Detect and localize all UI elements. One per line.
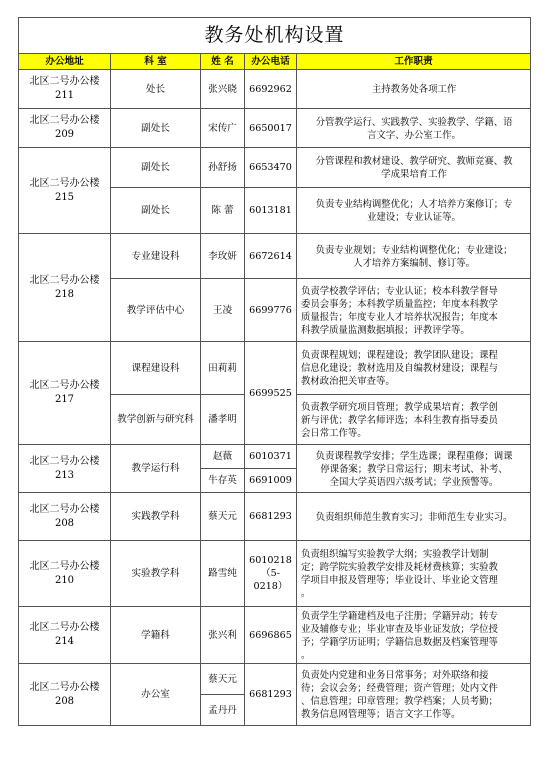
cell-phone: 6681293 <box>245 493 297 541</box>
cell-department: 专业建设科 <box>111 234 201 279</box>
cell-name: 蔡天元 <box>201 664 245 695</box>
cell-duties: 负责学生学籍建档及电子注册；学籍异动；转专 业及辅修专业；毕业审查及毕业证发放；学位授 予；学籍学历证明；学籍信息数据及档案管理等 。 <box>297 607 531 664</box>
cell-phone: 6653470 <box>245 148 297 188</box>
cell-duties: 负责教学研究项目管理；教学成果培育；教学创 新与评优；教学名师评选；本科生教育指导委员 会日常工作等。 <box>297 395 531 445</box>
cell-department: 教学运行科 <box>111 445 201 493</box>
cell-address: 北区二号办公楼 211 <box>19 70 111 109</box>
cell-duties: 负责组织编写实验教学大纲；实验教学计划制 定；跨学院实验教学安排及耗材费核算；实验教 学项目申报及管理等；毕业设计、毕业论文管理 。 <box>297 541 531 607</box>
cell-phone: 6691009 <box>245 469 297 493</box>
cell-department: 教学创新与研究科 <box>111 395 201 445</box>
cell-duties: 负责处内党建和业务日常事务；对外联络和接 待；会议会务；经费管理；资产管理；处内文件 、信息管理；印章管理；教学档案；人员考勤； 教务信息网管理等；语言文字工作等。 <box>297 664 531 726</box>
cell-address: 北区二号办公楼 217 <box>19 342 111 445</box>
table-row <box>19 342 531 395</box>
cell-duties: 负责专业规划；专业结构调整优化；专业建设； 人才培养方案编制、修订等。 <box>297 234 531 279</box>
cell-department: 副处长 <box>111 148 201 188</box>
table-row <box>19 493 531 541</box>
table-row <box>19 445 531 469</box>
cell-address: 北区二号办公楼 218 <box>19 234 111 342</box>
cell-address: 北区二号办公楼 213 <box>19 445 111 493</box>
table-row <box>19 541 531 607</box>
org-table-sheet <box>18 17 530 726</box>
table-row <box>19 109 531 148</box>
cell-name: 孙舒扬 <box>201 148 245 188</box>
cell-address: 北区二号办公楼 215 <box>19 148 111 234</box>
cell-address: 北区二号办公楼 208 <box>19 664 111 726</box>
cell-department: 教学评估中心 <box>111 279 201 342</box>
cell-phone: 6010218 （5- 0218） <box>245 541 297 607</box>
cell-department: 实验教学科 <box>111 541 201 607</box>
cell-name: 赵薇 <box>201 445 245 469</box>
cell-phone: 6010371 <box>245 445 297 469</box>
header-department: 科 室 <box>111 54 201 70</box>
header-address: 办公地址 <box>19 54 111 70</box>
cell-name: 田莉莉 <box>201 342 245 395</box>
cell-department: 处长 <box>111 70 201 109</box>
table-row <box>19 664 531 695</box>
cell-name: 宋传广 <box>201 109 245 148</box>
cell-name: 路雪纯 <box>201 541 245 607</box>
cell-name: 牛存英 <box>201 469 245 493</box>
cell-department: 课程建设科 <box>111 342 201 395</box>
cell-duties: 分管教学运行、实践教学、实验教学、学籍、语 言文字、办公室工作。 <box>297 109 531 148</box>
header-row <box>19 54 531 70</box>
header-name: 姓 名 <box>201 54 245 70</box>
cell-address: 北区二号办公楼 210 <box>19 541 111 607</box>
header-duties: 工作职责 <box>297 54 531 70</box>
cell-phone: 6692962 <box>245 70 297 109</box>
cell-duties: 负责课程教学安排；学生选课；课程重修；调课 停课备案；教学日常运行；期末考试、补考、 全国大学英语四六级考试；学业预警等。 <box>297 445 531 493</box>
cell-name: 陈 蕾 <box>201 188 245 234</box>
cell-duties: 负责课程规划；课程建设；教学团队建设；课程 信息化建设；教材选用及自编教材建设；课程与 教材政治把关审查等。 <box>297 342 531 395</box>
table-row <box>19 607 531 664</box>
table-row <box>19 234 531 279</box>
cell-duties: 负责组织师范生教育实习；非师范生专业实习。 <box>297 493 531 541</box>
cell-phone: 6699525 <box>245 342 297 445</box>
cell-phone: 6696865 <box>245 607 297 664</box>
cell-duties: 负责专业结构调整优化；人才培养方案修订；专 业建设；专业认证等。 <box>297 188 531 234</box>
cell-department: 办公室 <box>111 664 201 726</box>
cell-address: 北区二号办公楼 209 <box>19 109 111 148</box>
cell-name: 孟丹丹 <box>201 695 245 726</box>
cell-address: 北区二号办公楼 214 <box>19 607 111 664</box>
cell-duties: 负责学校教学评估；专业认证；校本科教学督导 委员会事务；本科教学质量监控；年度本科教学 质量报告；年度专业人才培养状况报告；年度本 科教学质量监测数据填报；评教评学等。 <box>297 279 531 342</box>
table-title: 教务处机构设置 <box>19 18 531 54</box>
cell-duties: 主持教务处各项工作 <box>297 70 531 109</box>
cell-phone: 6699776 <box>245 279 297 342</box>
cell-department: 副处长 <box>111 109 201 148</box>
cell-department: 学籍科 <box>111 607 201 664</box>
cell-name: 王凌 <box>201 279 245 342</box>
cell-duties: 分管课程和教材建设、教学研究、教师竞赛、教 学成果培育工作 <box>297 148 531 188</box>
table-row <box>19 70 531 109</box>
cell-name: 蔡天元 <box>201 493 245 541</box>
cell-phone: 6013181 <box>245 188 297 234</box>
cell-name: 李玫妍 <box>201 234 245 279</box>
header-phone: 办公电话 <box>245 54 297 70</box>
cell-phone: 6650017 <box>245 109 297 148</box>
cell-department: 副处长 <box>111 188 201 234</box>
cell-address: 北区二号办公楼 208 <box>19 493 111 541</box>
cell-name: 张兴晓 <box>201 70 245 109</box>
cell-name: 张兴利 <box>201 607 245 664</box>
cell-phone: 6681293 <box>245 664 297 726</box>
cell-phone: 6672614 <box>245 234 297 279</box>
cell-name: 潘孝明 <box>201 395 245 445</box>
cell-department: 实践教学科 <box>111 493 201 541</box>
table-row <box>19 148 531 188</box>
org-table <box>18 17 531 726</box>
